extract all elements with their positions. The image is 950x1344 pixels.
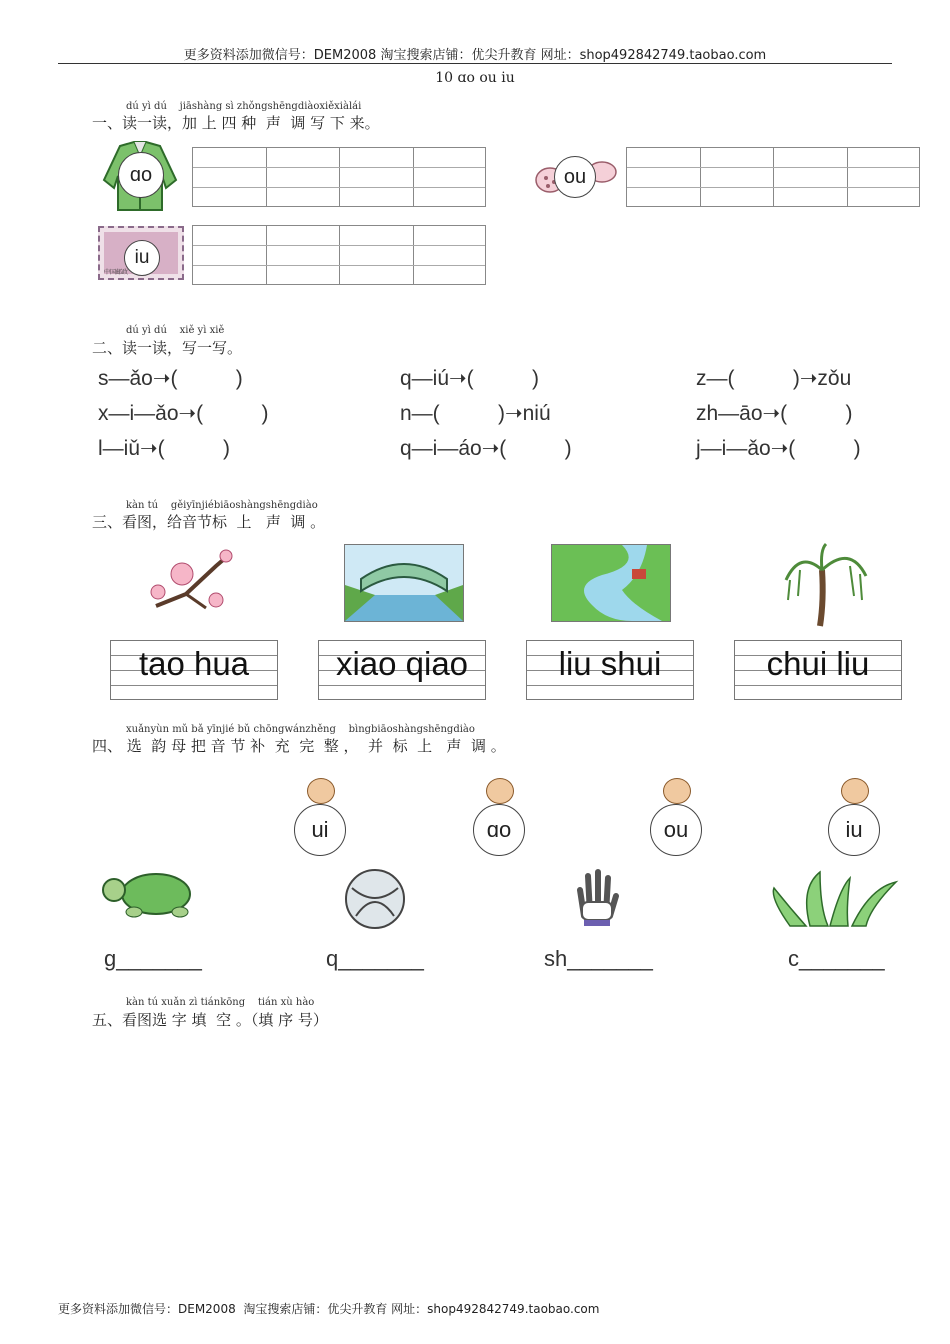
blank-sh[interactable]: sh_______ xyxy=(544,946,653,971)
page-footer: 更多资料添加微信号：DEM2008 淘宝搜索店铺：优尖升教育 网址：shop492842749.taobao.com xyxy=(58,1302,600,1316)
word-box-1[interactable] xyxy=(110,640,278,700)
s5-heading: 五、看图选 字 填 空 。（填 序 号） xyxy=(92,1011,328,1029)
river-image xyxy=(551,544,671,622)
blank-c[interactable]: c_______ xyxy=(788,946,885,971)
final-option-iu[interactable]: iu xyxy=(828,804,880,856)
s4-heading: 四、 选 韵 母 把 音 节 补 充 完 整 ， 并 标 上 声 调 。 xyxy=(92,737,506,755)
s4-pinyin: xuǎnyùn mǔ bǎ yīnjié bǔ chōngwánzhěng bìngbiāoshàngshēngdiào xyxy=(126,724,475,735)
s1-pinyin: dú yì dú jiāshàng sì zhǒngshēngdiàoxiěxiàlái xyxy=(126,101,362,112)
willow-tree-image xyxy=(780,540,870,628)
page-header: 更多资料添加微信号：DEM2008 淘宝搜索店铺：优尖升教育 网址：shop492842749.taobao.com xyxy=(183,48,767,63)
bridge-image xyxy=(344,544,464,622)
exercise-1-1[interactable]: s—ǎo➝( ) xyxy=(98,367,243,390)
exercise-1-2[interactable]: q—iú➝( ) xyxy=(400,367,539,390)
grass-image xyxy=(770,868,902,928)
final-option-ui[interactable]: ui xyxy=(294,804,346,856)
final-option-ao[interactable]: ɑo xyxy=(473,804,525,856)
blank-g[interactable]: g_______ xyxy=(104,946,202,971)
final-circle-iu: iu xyxy=(124,240,160,276)
peach-blossom-image xyxy=(146,546,236,620)
lesson-title: 10 ɑo ou iu xyxy=(435,70,515,86)
s2-pinyin: dú yì dú xiě yì xiě xyxy=(126,325,225,336)
word-chui-liu: chui liu xyxy=(766,645,870,682)
final-option-ou[interactable]: ou xyxy=(650,804,702,856)
turtle-image xyxy=(98,868,204,920)
exercise-2-3[interactable]: zh—āo➝( ) xyxy=(696,402,853,425)
word-box-2[interactable] xyxy=(318,640,486,700)
s2-heading: 二、读一读，写一写。 xyxy=(92,339,243,357)
writing-grid-iu[interactable] xyxy=(192,225,486,285)
header-divider xyxy=(58,63,892,64)
word-box-4[interactable] xyxy=(734,640,902,700)
final-circle-ou: ou xyxy=(554,156,596,198)
exercise-2-2[interactable]: n—( )➝niú xyxy=(400,402,551,425)
s1-heading: 一、读一读，加 上 四 种 声 调 写 下 来。 xyxy=(92,114,380,132)
s3-heading: 三、看图，给音节标 上 声 调 。 xyxy=(92,513,326,531)
kid-head-4 xyxy=(841,778,869,804)
word-box-3[interactable] xyxy=(526,640,694,700)
exercise-2-1[interactable]: x—i—ǎo➝( ) xyxy=(98,402,269,425)
blank-q[interactable]: q_______ xyxy=(326,946,424,971)
kid-head-3 xyxy=(663,778,691,804)
exercise-1-3[interactable]: z—( )➝zǒu xyxy=(696,367,852,390)
stamp-text: 中国邮政 xyxy=(104,269,129,276)
kid-head-1 xyxy=(307,778,335,804)
final-circle-ao: ɑo xyxy=(118,152,164,198)
s5-pinyin: kàn tú xuǎn zì tiánkōng tián xù hào xyxy=(126,997,315,1008)
exercise-3-1[interactable]: l—iǔ➝( ) xyxy=(98,437,230,460)
word-xiao-qiao: xiao qiao xyxy=(335,645,469,682)
ball-image xyxy=(344,868,406,930)
exercise-3-3[interactable]: j—i—ǎo➝( ) xyxy=(696,437,861,460)
s3-pinyin: kàn tú gěiyīnjiébiāoshàngshēngdiào xyxy=(126,500,318,511)
kid-head-2 xyxy=(486,778,514,804)
writing-grid-ou[interactable] xyxy=(626,147,920,207)
word-tao-hua: tao hua xyxy=(138,645,250,682)
exercise-3-2[interactable]: q—i—áo➝( ) xyxy=(400,437,572,460)
writing-grid-ao[interactable] xyxy=(192,147,486,207)
word-liu-shui: liu shui xyxy=(558,645,662,682)
hand-image xyxy=(574,866,620,928)
